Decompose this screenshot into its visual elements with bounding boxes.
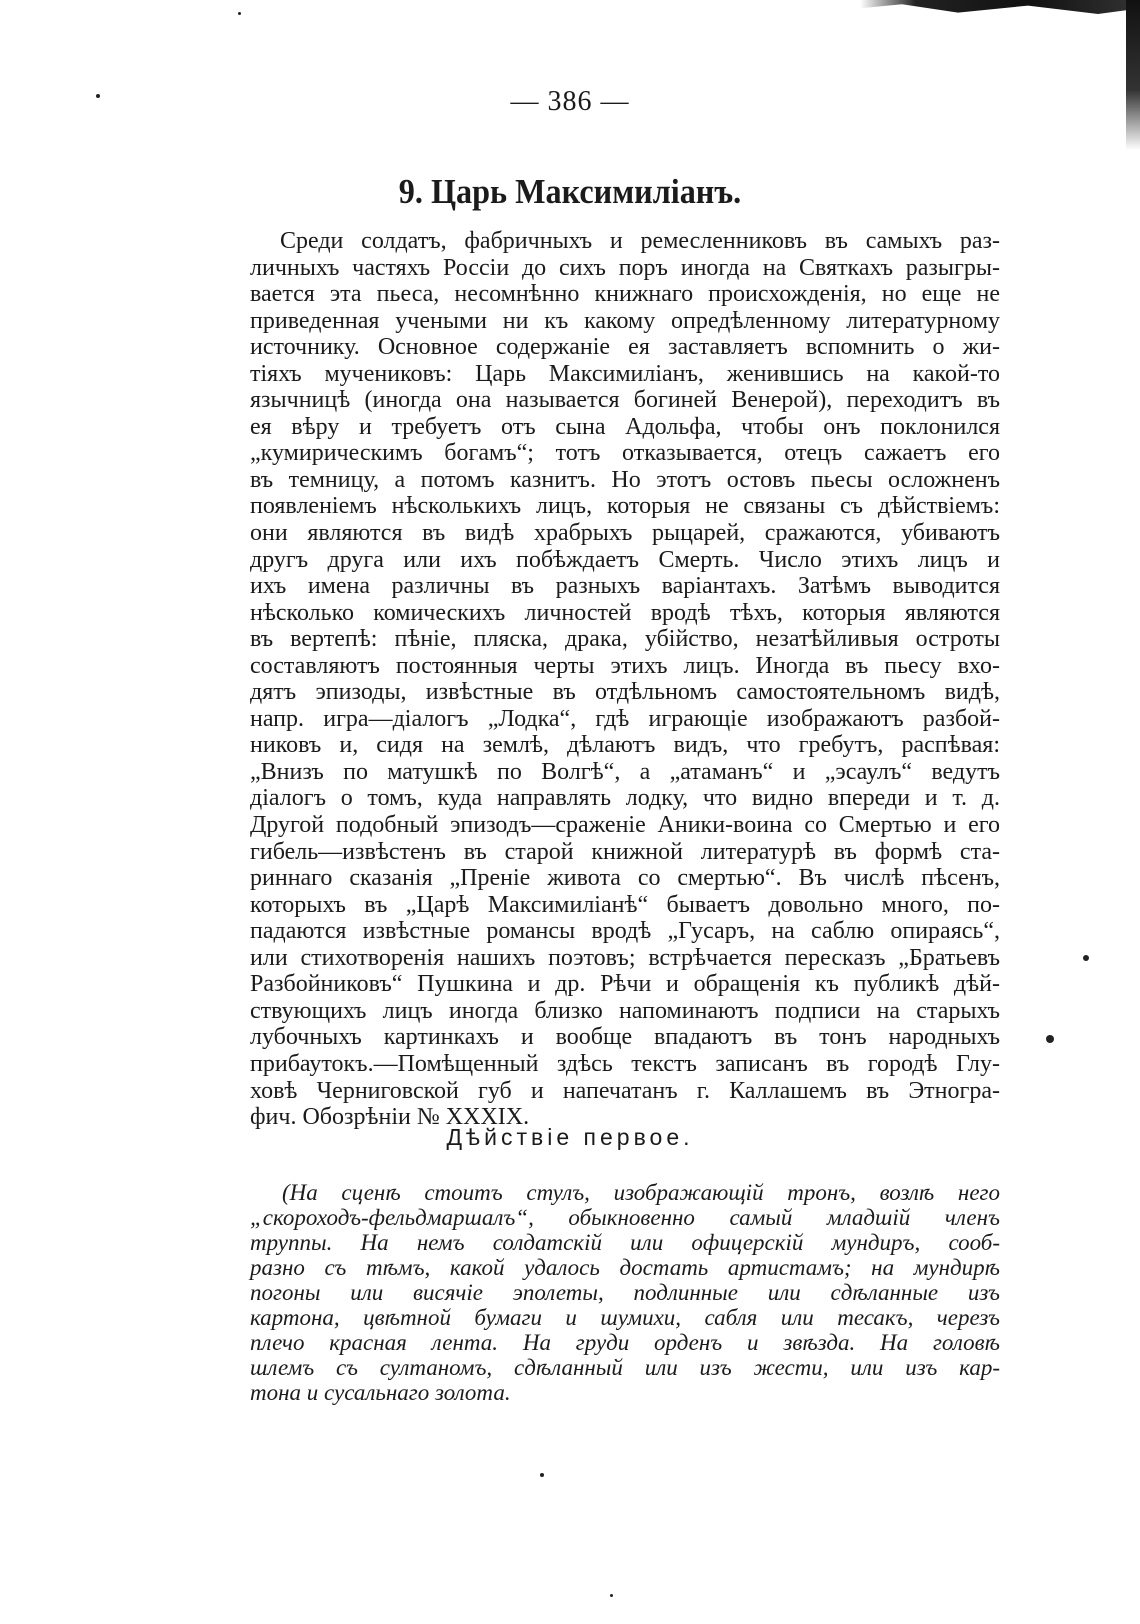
stage-direction-line: тона и сусальнаго золота. [250, 1380, 511, 1405]
body-line: фич. Обозрѣніи № XXXIX. [250, 1104, 530, 1131]
scan-speck [540, 1473, 544, 1477]
stage-direction-line: труппы. На немъ солдатскій или офицерскій мундиръ, сооб- [250, 1230, 1000, 1255]
body-line: въ вертепѣ: пѣніе, пляска, драка, убійство, незатѣйливыя остроты [250, 626, 1000, 653]
stage-direction-line: плечо красная лента. На груди орденъ и звѣзда. На головѣ [250, 1330, 1000, 1355]
scan-edge-top [860, 0, 1140, 14]
stage-direction [250, 1180, 1000, 1405]
body-line: падаются извѣстные романсы вродѣ „Гусаръ, на саблю опираясь“, [250, 918, 1000, 945]
body-line: въ темницу, а потомъ казнитъ. Но этотъ остовъ пьесы осложненъ [250, 466, 1000, 493]
stage-direction-line: картона, цвѣтной бумаги и шумихи, сабля или тесакъ, черезъ [250, 1305, 1000, 1330]
body-line: другъ друга или ихъ побѣждаетъ Смерть. Число этихъ лицъ и [250, 546, 1000, 573]
scan-speck [610, 1594, 613, 1597]
body-line: личныхъ частяхъ Россіи до сихъ поръ иногда на Святкахъ разыгры- [250, 254, 1000, 281]
body-line: Среди солдатъ, фабричныхъ и ремесленниковъ въ самыхъ раз- [280, 228, 1000, 254]
body-line: діалогъ о томъ, куда направлять лодку, что видно впереди и т. д. [250, 785, 1000, 812]
body-line: лубочныхъ картинкахъ и вообще впадаютъ въ тонъ народныхъ [250, 1024, 1000, 1051]
body-line: тіяхъ мучениковъ: Царь Максимиліанъ, женившись на какой-то [250, 360, 1000, 387]
body-paragraph [250, 228, 1000, 1131]
stage-direction-line: шлемъ съ султаномъ, сдѣланный или изъ жести, или изъ кар- [250, 1355, 1000, 1380]
page-title: 9. Царь Максимиліанъ. [398, 172, 742, 211]
page-number: — 386 — [510, 86, 630, 117]
body-line: ихъ имена различны въ разныхъ варіантахъ. Затѣмъ выводится [250, 573, 1000, 600]
body-line: составляютъ постоянныя черты этихъ лицъ. Иногда въ пьесу вхо- [250, 652, 1000, 679]
stage-direction-line: погоны или висячіе эполеты, подлинные или сдѣланные изъ [250, 1280, 1000, 1305]
body-line: Другой подобный эпизодъ—сраженіе Аники-воина со Смертью и его [250, 812, 1000, 839]
body-line: Разбойниковъ“ Пушкина и др. Рѣчи и обращенія къ публикѣ дѣй- [250, 971, 1000, 998]
stage-direction-line: разно съ тѣмъ, какой удалось достать артистамъ; на мундирѣ [250, 1255, 1000, 1280]
body-line: напр. игра—діалогъ „Лодка“, гдѣ играющіе изображаютъ разбой- [250, 705, 1000, 732]
body-line: язычницѣ (иногда она называется богиней Венерой), переходитъ въ [250, 387, 1000, 414]
body-line: источнику. Основное содержаніе ея заставляетъ вспомнить о жи- [250, 334, 1000, 361]
body-line: ея вѣру и требуетъ отъ сына Адольфа, чтобы онъ поклонился [250, 413, 1000, 440]
body-line: которыхъ въ „Царѣ Максимиліанѣ“ бываетъ довольно много, по- [250, 891, 1000, 918]
body-line: „Внизъ по матушкѣ по Волгѣ“, а „атаманъ“ и „эсаулъ“ ведутъ [250, 758, 1000, 785]
body-line: ствующихъ лицъ иногда близко напоминаютъ подписи на старыхъ [250, 997, 1000, 1024]
stage-direction-line: (На сценѣ стоитъ стулъ, изображающій тронъ, возлѣ него [282, 1180, 1000, 1205]
body-line: приведенная учеными ни къ какому опредѣленному литературному [250, 307, 1000, 334]
body-line: нѣсколько комическихъ личностей вродѣ тѣхъ, которыя являются [250, 599, 1000, 626]
scan-speck [1046, 1035, 1054, 1043]
scan-speck [1083, 955, 1089, 961]
scan-speck [238, 12, 241, 15]
body-line: „кумирическимъ богамъ“; тотъ отказывается, отецъ сажаетъ его [250, 440, 1000, 467]
body-line: ховѣ Черниговской губ и напечатанъ г. Каллашемъ въ Этногра- [250, 1077, 1000, 1104]
body-line: они являются въ видѣ храбрыхъ рыцарей, сражаются, убиваютъ [250, 520, 1000, 547]
body-line: никовъ и, сидя на землѣ, дѣлаютъ видъ, что гребутъ, распѣвая: [250, 732, 1000, 759]
body-line: дятъ эпизоды, извѣстные въ отдѣльномъ самостоятельномъ видѣ, [250, 679, 1000, 706]
scan-edge-right [1126, 0, 1140, 150]
body-line: вается эта пьеса, несомнѣнно книжнаго происхожденія, но еще не [250, 281, 1000, 308]
body-line: появленіемъ нѣсколькихъ лицъ, которыя не связаны съ дѣйствіемъ: [250, 493, 1000, 520]
body-line: риннаго сказанія „Преніе живота со смертью“. Въ числѣ пѣсенъ, [250, 865, 1000, 892]
stage-direction-line: „скороходъ-фельдмаршалъ“, обыкновенно самый младшій членъ [250, 1205, 1000, 1230]
body-line: или стихотворенія нашихъ поэтовъ; встрѣчается пересказъ „Братьевъ [250, 944, 1000, 971]
body-line: гибель—извѣстенъ въ старой книжной литературѣ въ формѣ ста- [250, 838, 1000, 865]
section-heading: Дѣйствіе первое. [446, 1124, 694, 1150]
body-line: прибаутокъ.—Помѣщенный здѣсь текстъ записанъ въ городѣ Глу- [250, 1050, 1000, 1077]
